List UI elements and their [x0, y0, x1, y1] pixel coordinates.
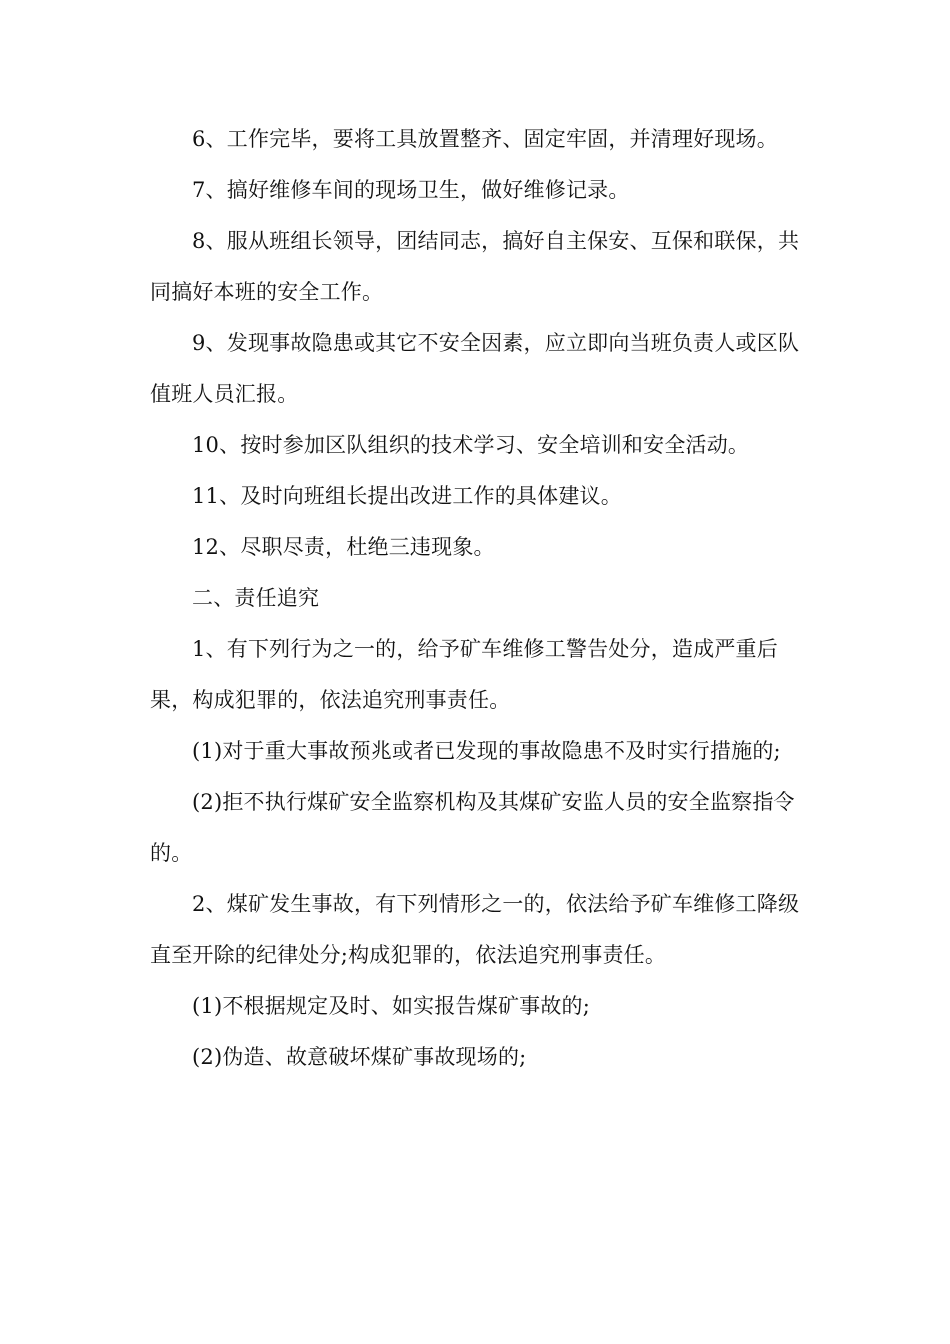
paragraph-clause-2-sub-2: (2)伪造、故意破坏煤矿事故现场的;	[192, 1045, 527, 1069]
paragraph-item-9: 9、发现事故隐患或其它不安全因素，应立即向当班负责人或区队值班人员汇报。	[150, 331, 800, 406]
paragraph-clause-1: 1、有下列行为之一的，给予矿车维修工警告处分，造成严重后果，构成犯罪的，依法追究刑事责任。	[150, 637, 778, 712]
section-heading-responsibility: 二、责任追究	[192, 586, 320, 610]
paragraph-clause-2: 2、煤矿发生事故，有下列情形之一的，依法给予矿车维修工降级直至开除的纪律处分;构成犯罪的，依法追究刑事责任。	[150, 892, 800, 967]
paragraph-clause-2-sub-1: (1)不根据规定及时、如实报告煤矿事故的;	[192, 994, 591, 1018]
document-body	[150, 114, 810, 1083]
paragraph-clause-1-sub-1: (1)对于重大事故预兆或者已发现的事故隐患不及时实行措施的;	[192, 739, 781, 763]
paragraph-item-6: 6、工作完毕，要将工具放置整齐、固定牢固，并清理好现场。	[192, 127, 778, 151]
paragraph-item-10: 10、按时参加区队组织的技术学习、安全培训和安全活动。	[192, 433, 750, 457]
paragraph-item-7: 7、搞好维修车间的现场卫生，做好维修记录。	[192, 178, 630, 202]
paragraph-item-12: 12、尽职尽责，杜绝三违现象。	[192, 535, 495, 559]
paragraph-item-11: 11、及时向班组长提出改进工作的具体建议。	[192, 484, 622, 508]
paragraph-item-8: 8、服从班组长领导，团结同志，搞好自主保安、互保和联保，共同搞好本班的安全工作。	[150, 229, 800, 304]
paragraph-clause-1-sub-2: (2)拒不执行煤矿安全监察机构及其煤矿安监人员的安全监察指令的。	[150, 790, 795, 865]
